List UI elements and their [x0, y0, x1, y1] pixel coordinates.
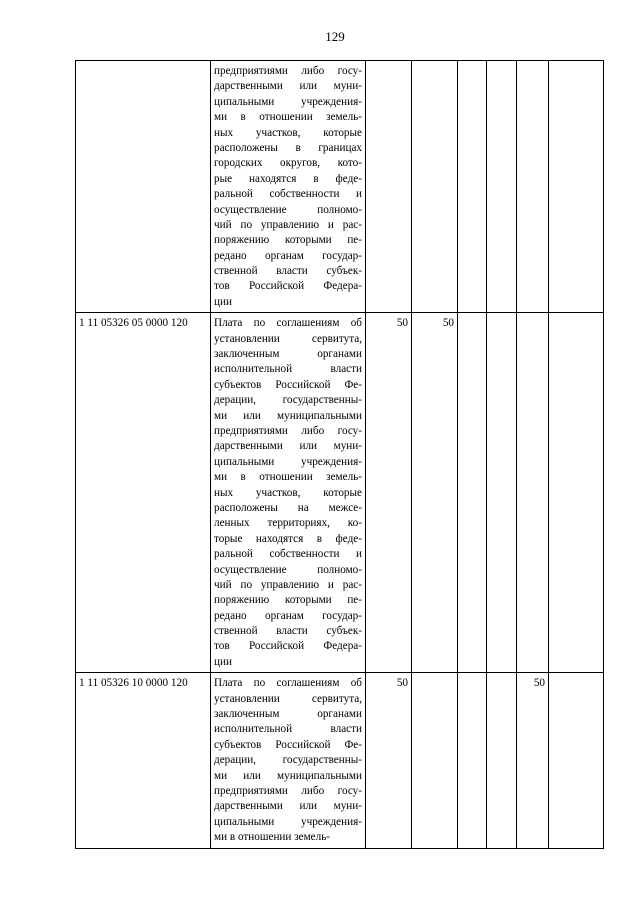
- description-line: поряжению которыми пе-: [214, 594, 362, 607]
- description-line: ципальными учреждения-: [214, 95, 362, 108]
- description-line: предприятиями либо госу-: [214, 784, 362, 797]
- description-line: ральной собственности и: [214, 188, 362, 201]
- description-line: Плата по соглашениям об: [214, 677, 362, 690]
- amount-cell: 50: [366, 313, 412, 673]
- amount-cell: [517, 61, 549, 313]
- description-line: ципальными учреждения-: [214, 455, 362, 468]
- description-line: ственной власти субъек-: [214, 625, 362, 638]
- revenue-code-cell: 1 11 05326 10 0000 120: [76, 673, 211, 848]
- description-line: чий по управлению и рас-: [214, 218, 362, 231]
- amount-cell: [412, 61, 458, 313]
- amount-cell: [487, 673, 517, 848]
- description-line: ми или муниципальными: [214, 409, 362, 422]
- amount-cell: [458, 61, 487, 313]
- description-line: ственной власти субъек-: [214, 265, 362, 278]
- description-line: субъектов Российской Фе-: [214, 738, 362, 751]
- amount-cell: 50: [412, 313, 458, 673]
- amount-cell: 50: [517, 673, 549, 848]
- amount-cell: 50: [366, 673, 412, 848]
- description-line: ми в отношении земель-: [214, 831, 331, 844]
- description-line: заключенным органами: [214, 348, 362, 361]
- description-line: тов Российской Федера-: [214, 640, 362, 653]
- description-line: ральной собственности и: [214, 548, 362, 561]
- description-line: осуществление полномо-: [214, 203, 362, 216]
- description-line: установлении сервитута,: [214, 332, 362, 345]
- description-line: осуществление полномо-: [214, 563, 362, 576]
- description-line: предприятиями либо госу-: [214, 65, 362, 77]
- description-line: субъектов Российской Фе-: [214, 378, 362, 391]
- page-number: 129: [325, 29, 345, 44]
- description-line: исполнительной власти: [214, 363, 362, 376]
- revenue-description-cell: [211, 61, 366, 313]
- description-line: предприятиями либо госу-: [214, 424, 362, 437]
- amount-cell: [487, 61, 517, 313]
- description-line: дарственными или муни-: [214, 800, 362, 813]
- description-line: ми в отношении земель-: [214, 471, 362, 484]
- description-line: расположены в границах: [214, 141, 362, 154]
- description-line: дерации, государственны-: [214, 754, 362, 767]
- description-line: ции: [214, 295, 232, 308]
- amount-cell: [458, 313, 487, 673]
- description-line: ленных территориях, ко-: [214, 517, 362, 530]
- description-line: поряжению которыми пе-: [214, 234, 362, 247]
- amount-cell: [549, 61, 604, 313]
- description-line: установлении сервитута,: [214, 692, 362, 705]
- amount-cell: [458, 673, 487, 848]
- amount-cell: [517, 313, 549, 673]
- description-line: ных участков, которые: [214, 486, 362, 499]
- amount-cell: [412, 673, 458, 848]
- amount-cell: [549, 673, 604, 848]
- description-line: тов Российской Федера-: [214, 280, 362, 293]
- description-line: дарственными или муни-: [214, 440, 362, 453]
- revenue-description-cell: [211, 673, 366, 848]
- description-line: редано органам государ-: [214, 249, 362, 262]
- description-line: дерации, государственны-: [214, 394, 362, 407]
- table-body: [76, 61, 604, 849]
- description-line: торые находятся в феде-: [214, 532, 362, 545]
- table-row: [76, 61, 604, 313]
- description-line: заключенным органами: [214, 708, 362, 721]
- description-line: ных участков, которые: [214, 126, 362, 139]
- description-line: ми в отношении земель-: [214, 111, 362, 124]
- revenue-table: [75, 60, 604, 849]
- table-row: [76, 313, 604, 673]
- amount-cell: [487, 313, 517, 673]
- description-line: городских округов, кото-: [214, 157, 362, 170]
- revenue-description-cell: [211, 313, 366, 673]
- amount-cell: [366, 61, 412, 313]
- description-line: чий по управлению и рас-: [214, 578, 362, 591]
- amount-cell: [549, 313, 604, 673]
- table-row: [76, 673, 604, 848]
- revenue-code-cell: [76, 61, 211, 313]
- description-line: ции: [214, 655, 232, 668]
- description-line: ципальными учреждения-: [214, 815, 362, 828]
- description-line: рые находятся в феде-: [214, 172, 362, 185]
- description-line: редано органам государ-: [214, 609, 362, 622]
- description-line: дарственными или муни-: [214, 80, 362, 93]
- description-line: ми или муниципальными: [214, 769, 362, 782]
- description-line: исполнительной власти: [214, 723, 362, 736]
- revenue-code-cell: 1 11 05326 05 0000 120: [76, 313, 211, 673]
- description-line: Плата по соглашениям об: [214, 317, 362, 330]
- description-line: расположены на межсе-: [214, 501, 362, 514]
